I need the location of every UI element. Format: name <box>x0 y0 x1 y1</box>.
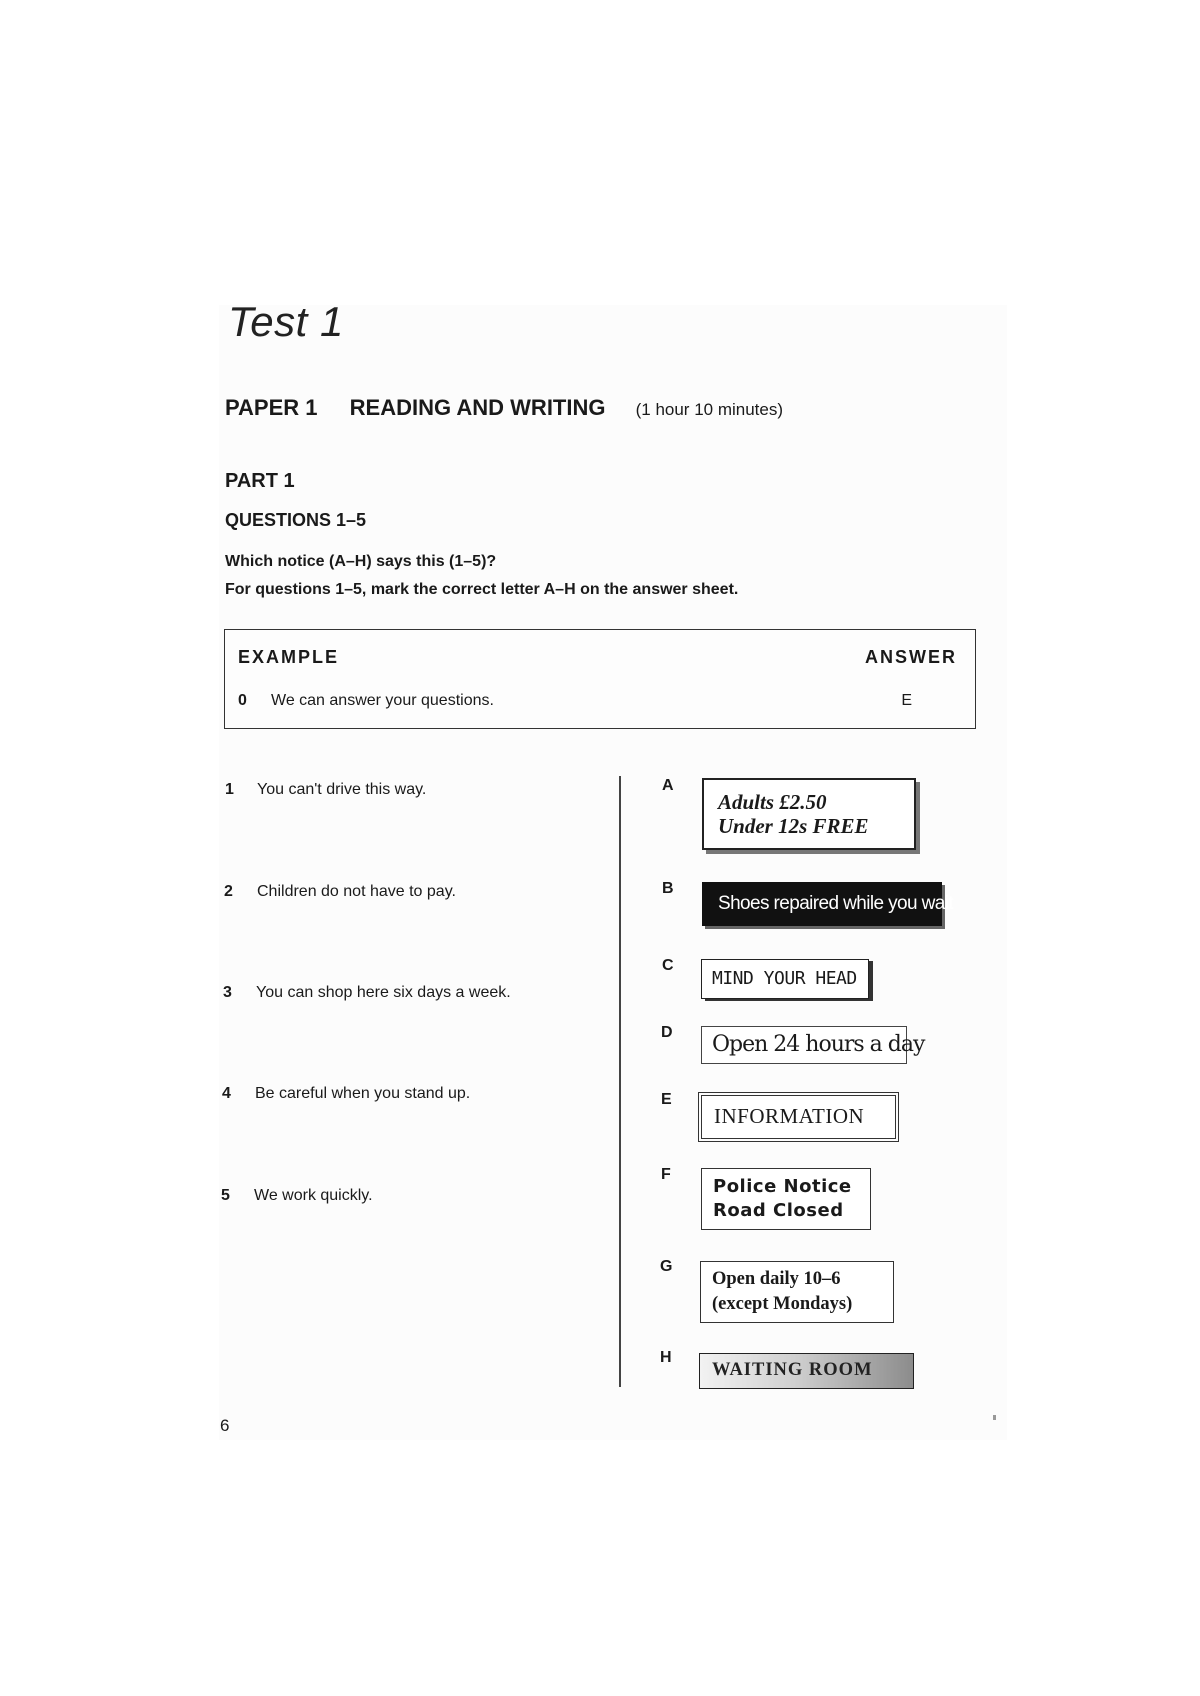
notice-line: Under 12s FREE <box>718 814 869 838</box>
notice-g-sign <box>700 1261 894 1323</box>
notice-d-sign <box>701 1026 925 1064</box>
notice-letter-d: D <box>661 1024 673 1041</box>
page-number: 6 <box>220 1416 230 1435</box>
example-heading: EXAMPLE <box>238 647 340 667</box>
notice-line: WAITING ROOM <box>712 1360 873 1380</box>
answer-heading: ANSWER <box>865 647 957 667</box>
question-number: 5 <box>221 1187 230 1204</box>
notice-line: (except Mondays) <box>712 1294 853 1314</box>
question-number: 2 <box>224 883 233 900</box>
notice-line: Police Notice <box>713 1176 852 1197</box>
example-answer: E <box>901 692 912 709</box>
notice-h-sign <box>699 1353 914 1389</box>
notice-line: Open daily 10–6 <box>712 1269 841 1289</box>
question-text: Children do not have to pay. <box>257 883 456 900</box>
notice-line: Road Closed <box>713 1200 844 1221</box>
notice-letter-a: A <box>662 777 674 794</box>
notice-letter-e: E <box>661 1091 672 1108</box>
part-title: PART 1 <box>225 470 295 492</box>
scan-speck <box>993 1415 996 1420</box>
notice-line: MIND YOUR HEAD <box>712 968 857 989</box>
notice-letter-f: F <box>661 1166 671 1183</box>
notice-line: Shoes repaired while you wait <box>718 893 954 914</box>
example-number: 0 <box>238 692 247 709</box>
question-number: 4 <box>222 1085 231 1102</box>
question-text: Be careful when you stand up. <box>255 1085 471 1102</box>
question-number: 3 <box>223 984 232 1001</box>
test-title: Test 1 <box>228 298 344 345</box>
question-text: We work quickly. <box>254 1187 373 1204</box>
notice-e-sign <box>701 1095 896 1139</box>
notice-a-sign <box>702 778 916 850</box>
instruction-line-1: Which notice (A–H) says this (1–5)? <box>225 553 497 570</box>
paper-heading <box>225 395 783 421</box>
paper-duration: (1 hour 10 minutes) <box>635 400 784 419</box>
notice-letter-h: H <box>660 1349 672 1366</box>
question-text: You can't drive this way. <box>257 781 427 798</box>
notice-line: Adults £2.50 <box>718 790 827 814</box>
questions-range: QUESTIONS 1–5 <box>225 510 367 530</box>
example-text: We can answer your questions. <box>271 692 494 709</box>
notice-line: INFORMATION <box>714 1104 865 1128</box>
notice-letter-g: G <box>660 1258 673 1275</box>
question-number: 1 <box>225 781 234 798</box>
example-box <box>224 629 976 729</box>
notice-b-sign <box>702 882 954 926</box>
column-divider <box>619 776 621 1387</box>
instruction-line-2: For questions 1–5, mark the correct letter A–H on the answer sheet. <box>225 581 739 598</box>
notice-letter-c: C <box>662 957 674 974</box>
question-text: You can shop here six days a week. <box>256 984 511 1001</box>
notice-f-sign <box>701 1168 871 1230</box>
notice-c-sign <box>701 959 869 999</box>
notice-letter-b: B <box>662 880 674 897</box>
paper-number: PAPER 1 <box>225 395 318 420</box>
paper-name: READING AND WRITING <box>349 395 606 420</box>
notice-line: Open 24 hours a day <box>712 1032 925 1057</box>
